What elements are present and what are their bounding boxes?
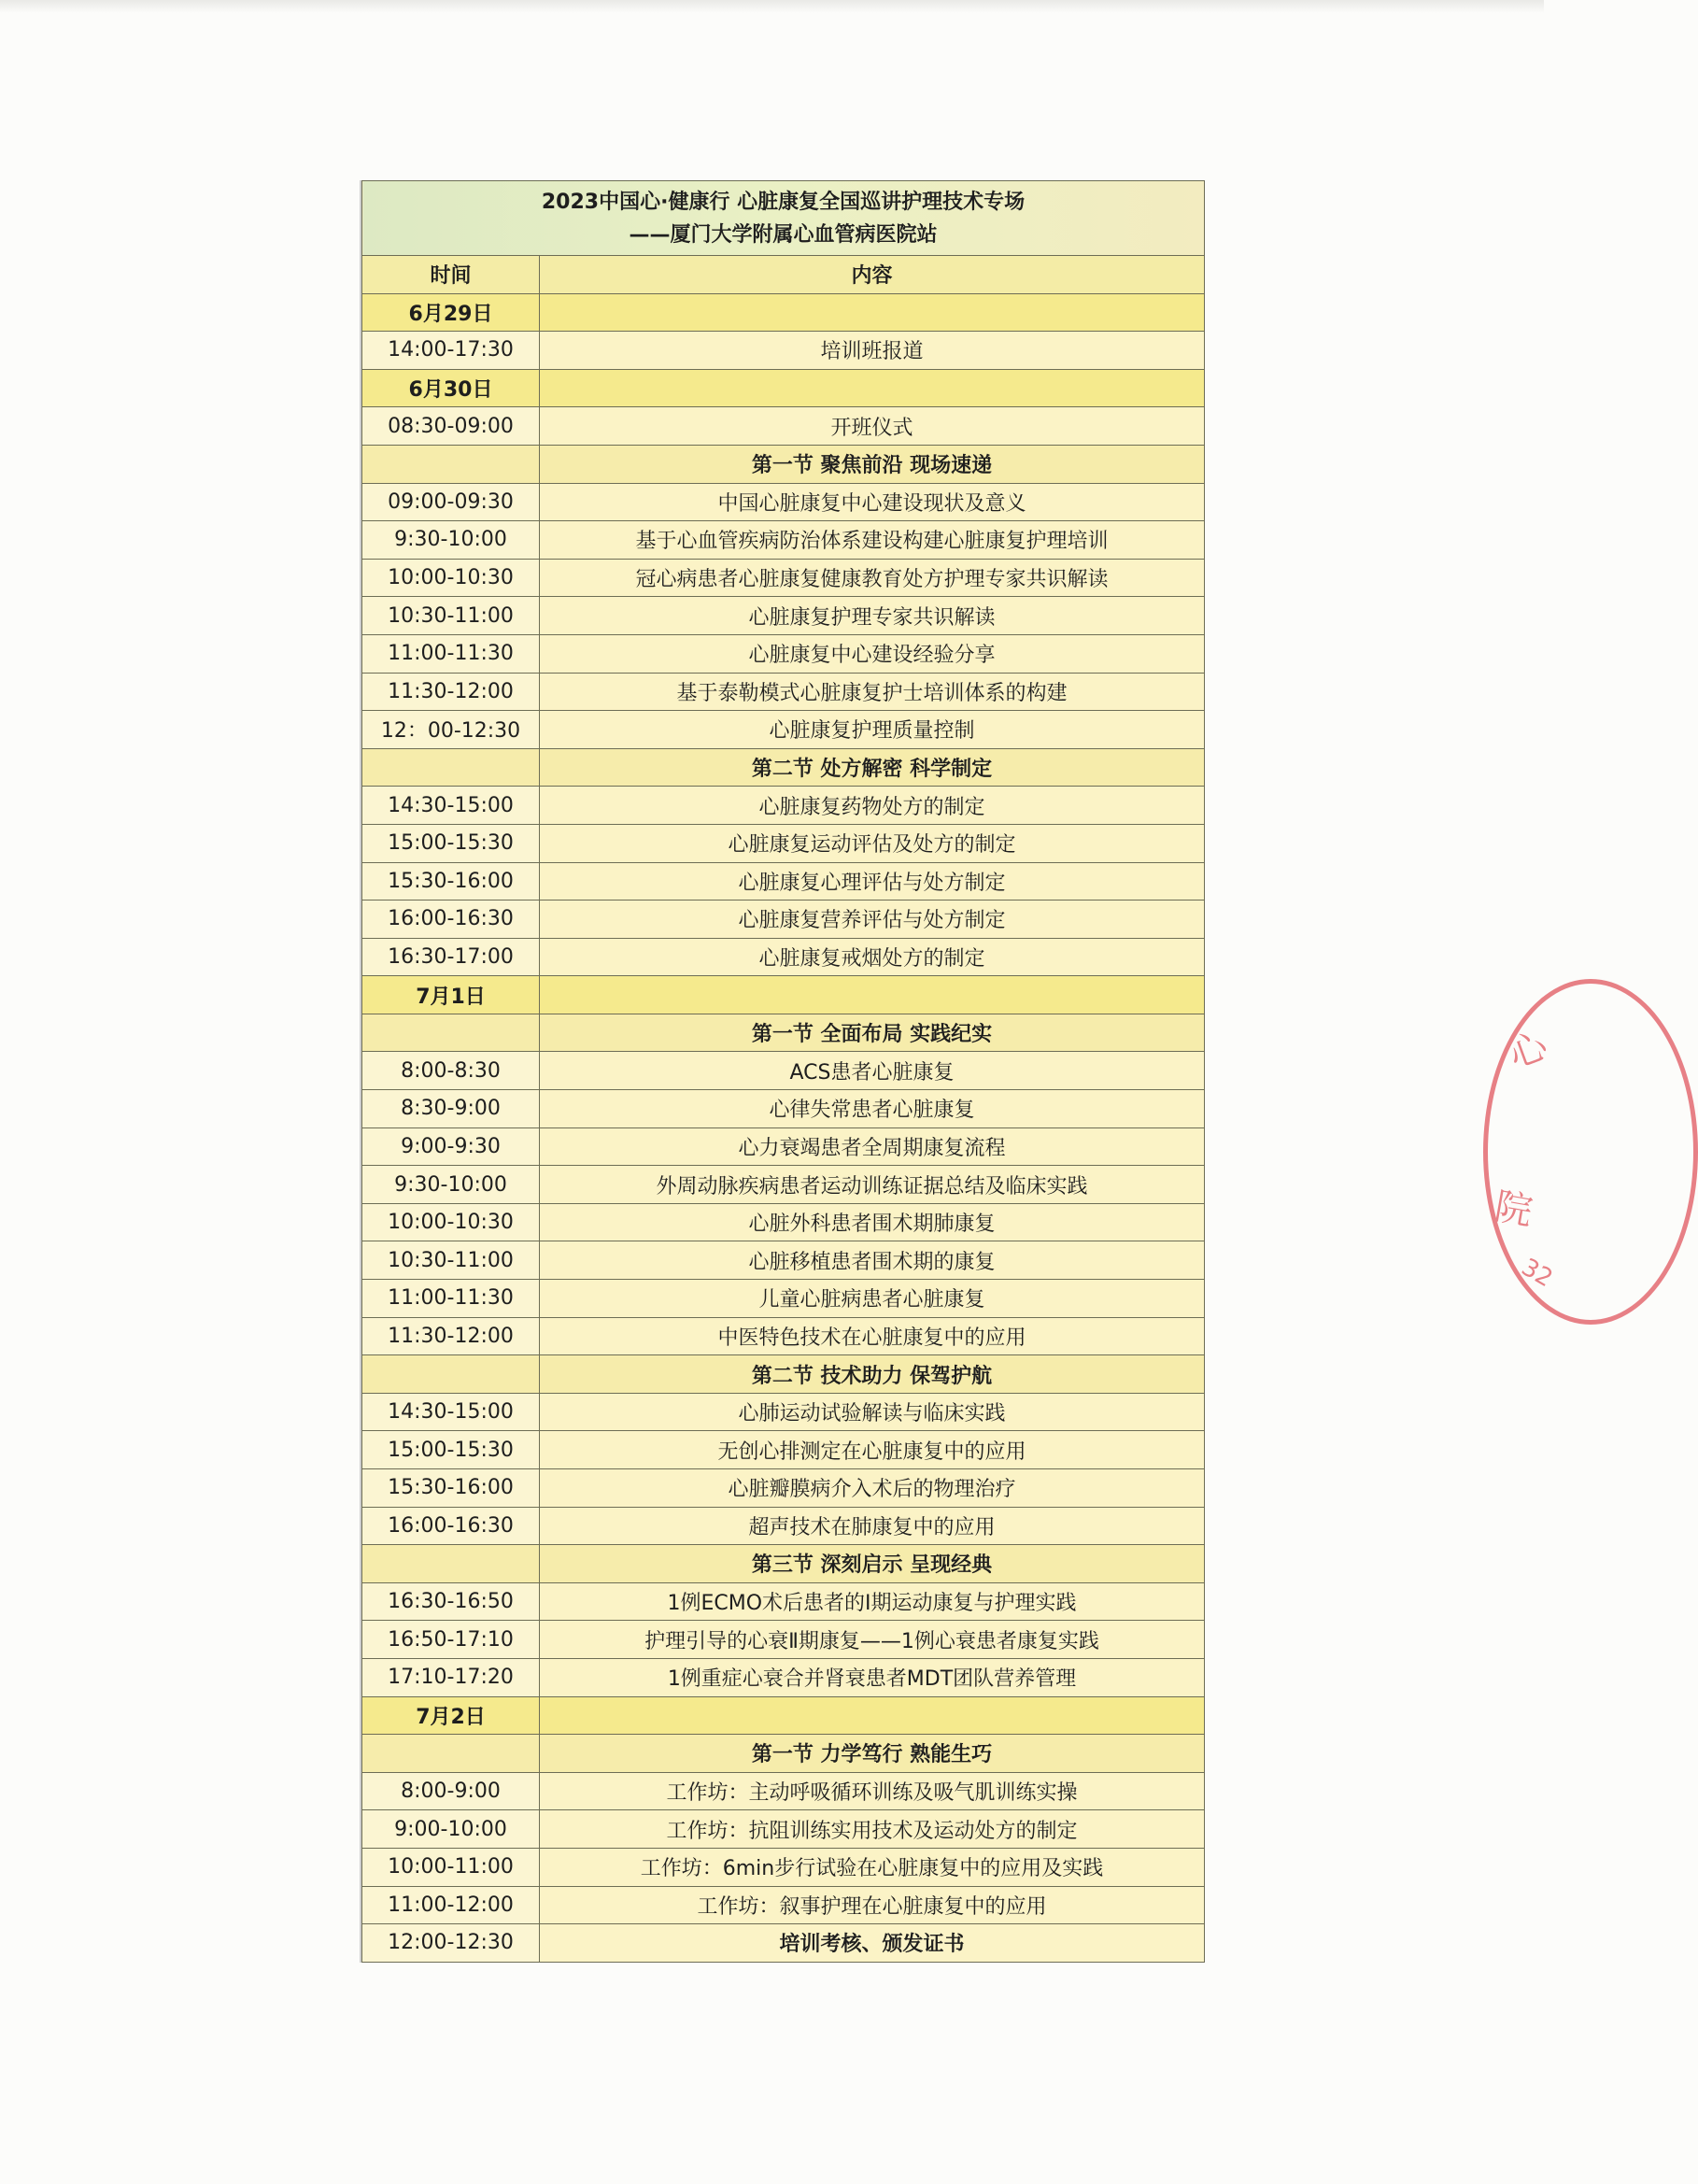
header-row: [362, 256, 1205, 294]
header-content: 内容: [540, 256, 1205, 294]
time-cell: 10:30-11:00: [362, 1241, 540, 1280]
section-row: [362, 1014, 1205, 1052]
time-cell: 10:30-11:00: [362, 597, 540, 635]
content-cell: [540, 369, 1205, 407]
content-cell: 心脏康复中心建设经验分享: [540, 634, 1205, 673]
schedule-body: [362, 293, 1205, 1962]
content-cell: 心力衰竭患者全周期康复流程: [540, 1127, 1205, 1166]
time-cell: 11:30-12:00: [362, 1317, 540, 1355]
time-cell: 7月1日: [362, 976, 540, 1014]
time-cell: 16:30-17:00: [362, 938, 540, 976]
time-cell: 14:30-15:00: [362, 787, 540, 825]
time-cell: 8:30-9:00: [362, 1090, 540, 1128]
table-row: [362, 1810, 1205, 1849]
time-cell: 11:00-12:00: [362, 1886, 540, 1924]
table-row: [362, 1848, 1205, 1886]
content-cell: [540, 293, 1205, 332]
content-cell: 开班仪式: [540, 407, 1205, 446]
time-cell: 6月30日: [362, 369, 540, 407]
table-row: [362, 1621, 1205, 1659]
content-cell: [540, 976, 1205, 1014]
title-line-2: ——厦门大学附属心血管病医院站: [629, 222, 938, 247]
table-row: [362, 1393, 1205, 1431]
time-cell: 15:30-16:00: [362, 1469, 540, 1508]
content-cell: 第二节 技术助力 保驾护航: [540, 1355, 1205, 1394]
content-cell: 基于心血管疾病防治体系建设构建心脏康复护理培训: [540, 521, 1205, 560]
table-row: [362, 1280, 1205, 1318]
time-cell: 9:00-9:30: [362, 1127, 540, 1166]
time-cell: [362, 1545, 540, 1583]
content-cell: 心脏康复护理专家共识解读: [540, 597, 1205, 635]
content-cell: 无创心排测定在心脏康复中的应用: [540, 1431, 1205, 1469]
time-cell: [362, 1014, 540, 1052]
time-cell: 16:00-16:30: [362, 901, 540, 939]
content-cell: 工作坊：主动呼吸循环训练及吸气肌训练实操: [540, 1772, 1205, 1810]
time-cell: 11:00-11:30: [362, 1280, 540, 1318]
content-cell: ACS患者心脏康复: [540, 1052, 1205, 1090]
content-cell: 第三节 深刻启示 呈现经典: [540, 1545, 1205, 1583]
time-cell: 12：00-12:30: [362, 711, 540, 749]
table-row: [362, 1241, 1205, 1280]
table-row: [362, 1317, 1205, 1355]
content-cell: 工作坊：抗阻训练实用技术及运动处方的制定: [540, 1810, 1205, 1849]
time-cell: 11:00-11:30: [362, 634, 540, 673]
table-row: [362, 1886, 1205, 1924]
content-cell: 培训考核、颁发证书: [540, 1924, 1205, 1963]
table-row: [362, 483, 1205, 521]
table-row: [362, 862, 1205, 901]
content-cell: [540, 1696, 1205, 1735]
time-cell: 15:30-16:00: [362, 862, 540, 901]
table-row: [362, 1507, 1205, 1545]
table-row: [362, 711, 1205, 749]
time-cell: 09:00-09:30: [362, 483, 540, 521]
content-cell: 心脏康复戒烟处方的制定: [540, 938, 1205, 976]
time-cell: [362, 1735, 540, 1773]
time-cell: 14:00-17:30: [362, 332, 540, 370]
time-cell: 9:30-10:00: [362, 521, 540, 560]
table-row: [362, 1658, 1205, 1696]
table-row: [362, 597, 1205, 635]
scan-edge: [0, 0, 1544, 13]
schedule-table: [361, 180, 1205, 1963]
table-row: [362, 1469, 1205, 1508]
table-row: [362, 1203, 1205, 1241]
time-cell: 17:10-17:20: [362, 1658, 540, 1696]
section-row: [362, 1545, 1205, 1583]
table-row: [362, 787, 1205, 825]
time-cell: 10:00-11:00: [362, 1848, 540, 1886]
day-row: [362, 293, 1205, 332]
content-cell: 心脏康复心理评估与处方制定: [540, 862, 1205, 901]
title-row: [362, 181, 1205, 256]
content-cell: 工作坊：叙事护理在心脏康复中的应用: [540, 1886, 1205, 1924]
table-row: [362, 938, 1205, 976]
table-row: [362, 1924, 1205, 1963]
content-cell: 工作坊：6min步行试验在心脏康复中的应用及实践: [540, 1848, 1205, 1886]
day-row: [362, 976, 1205, 1014]
table-row: [362, 1052, 1205, 1090]
table-row: [362, 1582, 1205, 1621]
content-cell: 第一节 聚焦前沿 现场速递: [540, 445, 1205, 483]
table-row: [362, 1090, 1205, 1128]
content-cell: 第一节 全面布局 实践纪实: [540, 1014, 1205, 1052]
content-cell: 心脏康复药物处方的制定: [540, 787, 1205, 825]
content-cell: 心脏康复运动评估及处方的制定: [540, 824, 1205, 862]
day-row: [362, 1696, 1205, 1735]
time-cell: 16:30-16:50: [362, 1582, 540, 1621]
table-row: [362, 1166, 1205, 1204]
time-cell: 15:00-15:30: [362, 1431, 540, 1469]
content-cell: 心脏康复营养评估与处方制定: [540, 901, 1205, 939]
table-row: [362, 673, 1205, 711]
time-cell: 8:00-8:30: [362, 1052, 540, 1090]
content-cell: 培训班报道: [540, 332, 1205, 370]
content-cell: 第二节 处方解密 科学制定: [540, 748, 1205, 787]
content-cell: 中国心脏康复中心建设现状及意义: [540, 483, 1205, 521]
content-cell: 心脏康复护理质量控制: [540, 711, 1205, 749]
content-cell: 心脏外科患者围术期肺康复: [540, 1203, 1205, 1241]
time-cell: 6月29日: [362, 293, 540, 332]
content-cell: 心脏移植患者围术期的康复: [540, 1241, 1205, 1280]
time-cell: [362, 445, 540, 483]
table-row: [362, 901, 1205, 939]
section-row: [362, 445, 1205, 483]
content-cell: 第一节 力学笃行 熟能生巧: [540, 1735, 1205, 1773]
content-cell: 超声技术在肺康复中的应用: [540, 1507, 1205, 1545]
day-row: [362, 369, 1205, 407]
time-cell: 10:00-10:30: [362, 1203, 540, 1241]
table-row: [362, 824, 1205, 862]
title-line-1: 2023中国心·健康行 心脏康复全国巡讲护理技术专场: [541, 190, 1026, 214]
time-cell: 16:00-16:30: [362, 1507, 540, 1545]
table-row: [362, 634, 1205, 673]
seal-char-1: 心: [1503, 1024, 1553, 1078]
content-cell: 护理引导的心衰Ⅱ期康复——1例心衰患者康复实践: [540, 1621, 1205, 1659]
content-cell: 中医特色技术在心脏康复中的应用: [540, 1317, 1205, 1355]
time-cell: 11:30-12:00: [362, 673, 540, 711]
section-row: [362, 1735, 1205, 1773]
time-cell: 9:00-10:00: [362, 1810, 540, 1849]
time-cell: [362, 1355, 540, 1394]
content-cell: 心脏瓣膜病介入术后的物理治疗: [540, 1469, 1205, 1508]
red-seal-stamp: [1483, 979, 1698, 1325]
table-row: [362, 1431, 1205, 1469]
time-cell: 16:50-17:10: [362, 1621, 540, 1659]
content-cell: 外周动脉疾病患者运动训练证据总结及临床实践: [540, 1166, 1205, 1204]
content-cell: 儿童心脏病患者心脏康复: [540, 1280, 1205, 1318]
content-cell: 心肺运动试验解读与临床实践: [540, 1393, 1205, 1431]
time-cell: 14:30-15:00: [362, 1393, 540, 1431]
table-row: [362, 559, 1205, 597]
content-cell: 基于泰勒模式心脏康复护士培训体系的构建: [540, 673, 1205, 711]
time-cell: 10:00-10:30: [362, 559, 540, 597]
seal-char-2: 院: [1491, 1184, 1536, 1235]
time-cell: 8:00-9:00: [362, 1772, 540, 1810]
section-row: [362, 748, 1205, 787]
content-cell: 1例重症心衰合并肾衰患者MDT团队营养管理: [540, 1658, 1205, 1696]
time-cell: 12:00-12:30: [362, 1924, 540, 1963]
table-row: [362, 407, 1205, 446]
time-cell: 7月2日: [362, 1696, 540, 1735]
content-cell: 冠心病患者心脏康复健康教育处方护理专家共识解读: [540, 559, 1205, 597]
section-row: [362, 1355, 1205, 1394]
time-cell: 15:00-15:30: [362, 824, 540, 862]
content-cell: 心律失常患者心脏康复: [540, 1090, 1205, 1128]
table-row: [362, 332, 1205, 370]
table-title: [362, 181, 1205, 256]
seal-digits: 32: [1516, 1253, 1558, 1294]
table-row: [362, 521, 1205, 560]
table-row: [362, 1127, 1205, 1166]
content-cell: 1例ECMO术后患者的I期运动康复与护理实践: [540, 1582, 1205, 1621]
header-time: 时间: [362, 256, 540, 294]
time-cell: [362, 748, 540, 787]
table-row: [362, 1772, 1205, 1810]
time-cell: 08:30-09:00: [362, 407, 540, 446]
time-cell: 9:30-10:00: [362, 1166, 540, 1204]
